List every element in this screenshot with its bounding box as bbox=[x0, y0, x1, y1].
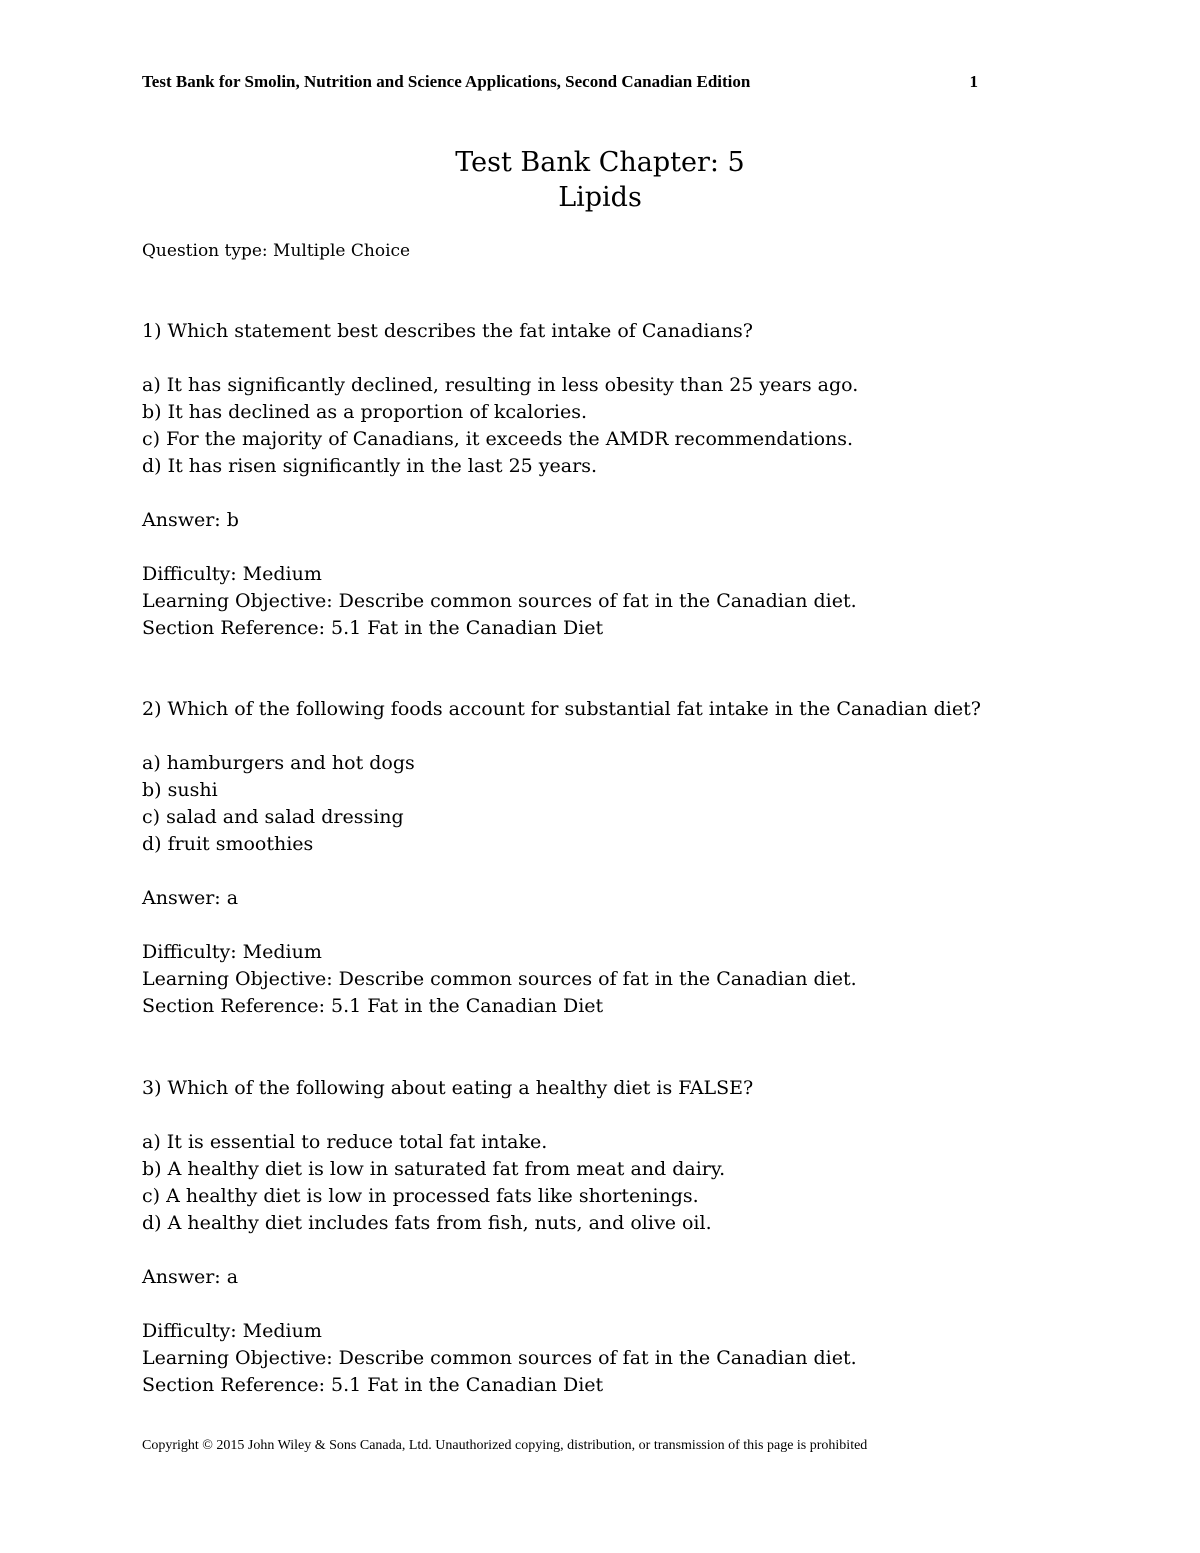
learning-objective: Learning Objective: Describe common sources of fat in the Canadian diet. bbox=[142, 968, 857, 990]
chapter-title bbox=[0, 145, 1200, 215]
section-reference: Section Reference: 5.1 Fat in the Canadian Diet bbox=[142, 995, 604, 1017]
header-title: Test Bank for Smolin, Nutrition and Science Applications, Second Canadian Edition bbox=[142, 72, 751, 91]
question-3 bbox=[142, 1075, 1022, 1399]
answer-key: Answer: a bbox=[142, 1266, 239, 1288]
option-a: a) hamburgers and hot dogs bbox=[142, 752, 415, 774]
answer-options bbox=[142, 750, 1022, 858]
question-2 bbox=[142, 696, 1022, 1020]
option-b: b) It has declined as a proportion of kcalories. bbox=[142, 401, 588, 423]
page-number: 1 bbox=[969, 72, 978, 91]
option-c: c) For the majority of Canadians, it exceeds the AMDR recommendations. bbox=[142, 428, 854, 450]
running-header bbox=[142, 71, 982, 93]
learning-objective: Learning Objective: Describe common sources of fat in the Canadian diet. bbox=[142, 590, 857, 612]
option-a: a) It has significantly declined, resulting in less obesity than 25 years ago. bbox=[142, 374, 859, 396]
option-d: d) fruit smoothies bbox=[142, 833, 314, 855]
question-stem: 3) Which of the following about eating a healthy diet is FALSE? bbox=[142, 1077, 754, 1099]
question-type: Question type: Multiple Choice bbox=[142, 241, 411, 261]
section-reference: Section Reference: 5.1 Fat in the Canadian Diet bbox=[142, 1374, 604, 1396]
learning-objective: Learning Objective: Describe common sources of fat in the Canadian diet. bbox=[142, 1347, 857, 1369]
chapter-heading: Test Bank Chapter: 5 bbox=[455, 147, 745, 178]
option-d: d) It has risen significantly in the last 25 years. bbox=[142, 455, 597, 477]
question-stem: 1) Which statement best describes the fat intake of Canadians? bbox=[142, 320, 753, 342]
difficulty: Difficulty: Medium bbox=[142, 563, 322, 585]
chapter-subject: Lipids bbox=[558, 182, 642, 213]
answer-key: Answer: a bbox=[142, 887, 239, 909]
difficulty: Difficulty: Medium bbox=[142, 941, 322, 963]
question-1 bbox=[142, 318, 1022, 642]
question-stem: 2) Which of the following foods account for substantial fat intake in the Canadian diet? bbox=[142, 698, 981, 720]
option-a: a) It is essential to reduce total fat intake. bbox=[142, 1131, 548, 1153]
answer-options bbox=[142, 1129, 1022, 1237]
option-d: d) A healthy diet includes fats from fish, nuts, and olive oil. bbox=[142, 1212, 712, 1234]
option-c: c) salad and salad dressing bbox=[142, 806, 404, 828]
option-b: b) A healthy diet is low in saturated fat from meat and dairy. bbox=[142, 1158, 726, 1180]
answer-options bbox=[142, 372, 1022, 480]
difficulty: Difficulty: Medium bbox=[142, 1320, 322, 1342]
copyright-footer: Copyright © 2015 John Wiley & Sons Canada, Ltd. Unauthorized copying, distribution, or transmission of this page is prohibited bbox=[142, 1438, 868, 1453]
section-reference: Section Reference: 5.1 Fat in the Canadian Diet bbox=[142, 617, 604, 639]
option-c: c) A healthy diet is low in processed fats like shortenings. bbox=[142, 1185, 699, 1207]
answer-key: Answer: b bbox=[142, 509, 239, 531]
option-b: b) sushi bbox=[142, 779, 218, 801]
